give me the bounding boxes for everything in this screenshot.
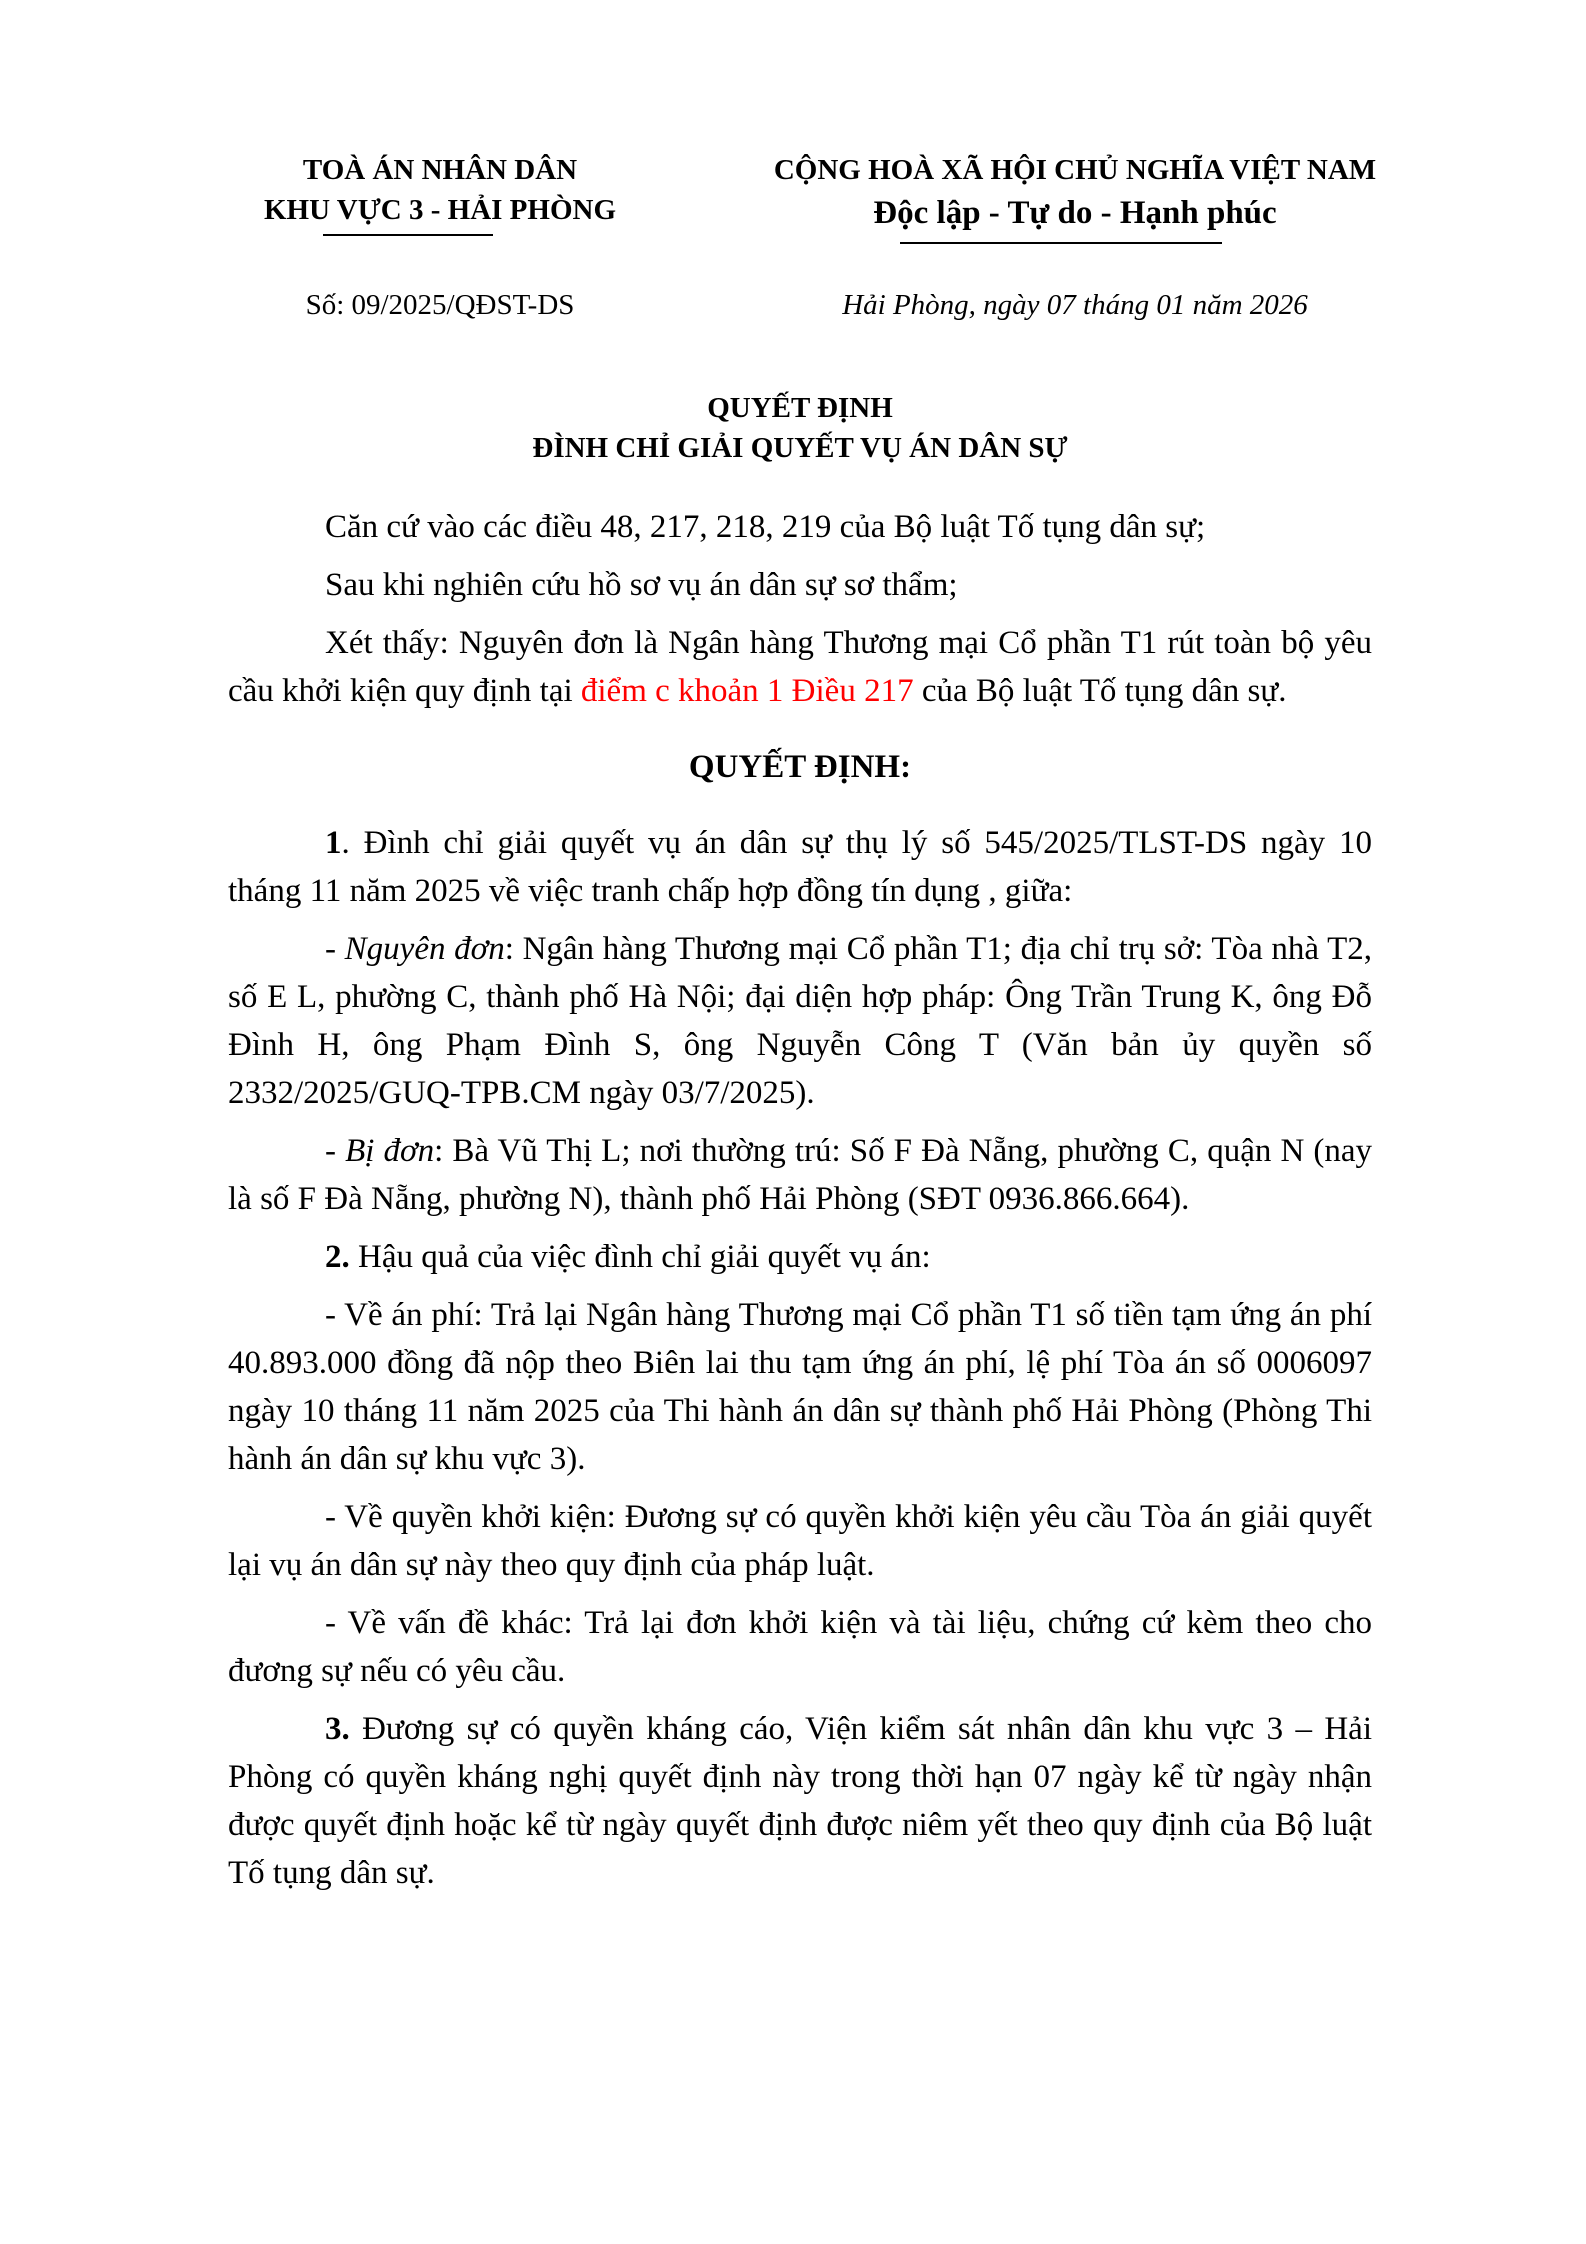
section-1-text: . Đình chỉ giải quyết vụ án dân sự thụ lý số 545/2025/TLST-DS ngày 10 tháng 11 năm 2025 về việc tranh chấp hợp đồng tín dụng , giữa: (228, 825, 1372, 909)
finding-paragraph (228, 619, 1372, 715)
court-region: KHU VỰC 3 - HẢI PHÒNG (263, 194, 617, 226)
document-title (200, 388, 1400, 468)
section-1 (228, 819, 1372, 915)
document-body (228, 503, 1372, 1907)
court-underline (323, 234, 493, 236)
section-3-text: Đương sự có quyền kháng cáo, Viện kiểm sát nhân dân khu vực 3 – Hải Phòng có quyền kháng nghị quyết định này trong thời hạn 07 ngày kể từ ngày nhận được quyết định hoặc kể từ ngày quyết định được niêm yết theo quy định của Bộ luật Tố tụng dân sự. (228, 1711, 1372, 1891)
republic-name: CỘNG HOÀ XÃ HỘI CHỦ NGHĨA VIỆT NAM (773, 154, 1377, 186)
right-to-sue-paragraph: - Về quyền khởi kiện: Đương sự có quyền khởi kiện yêu cầu Tòa án giải quyết lại vụ án dân sự này theo quy định của pháp luật. (228, 1499, 1372, 1583)
review-statement: Sau khi nghiên cứu hồ sơ vụ án dân sự sơ thẩm; (325, 567, 958, 603)
defendant-label: Bị đơn (345, 1133, 435, 1169)
section-3-number: 3. (325, 1711, 350, 1747)
fees-paragraph: - Về án phí: Trả lại Ngân hàng Thương mại Cổ phần T1 số tiền tạm ứng án phí 40.893.000 đồng đã nộp theo Biên lai thu tạm ứng án phí, lệ phí Tòa án số 0006097 ngày 10 tháng 11 năm 2025 của Thi hành án dân sự thành phố Hải Phòng (Phòng Thi hành án dân sự khu vực 3). (228, 1297, 1372, 1477)
defendant-details: : Bà Vũ Thị L; nơi thường trú: Số F Đà Nẵng, phường C, quận N (nay là số F Đà Nẵng, phường N), thành phố Hải Phòng (SĐT 0936.866.664). (228, 1133, 1372, 1217)
section-2 (228, 1233, 1372, 1281)
document-number: Số: 09/2025/QĐST-DS (305, 289, 575, 321)
title-line-1: QUYẾT ĐỊNH (707, 392, 893, 424)
plaintiff-details: : Ngân hàng Thương mại Cổ phần T1; địa chỉ trụ sở: Tòa nhà T2, số E L, phường C, thành phố Hà Nội; đại diện hợp pháp: Ông Trần Trung K, ông Đỗ Đình H, ông Phạm Đình S, ông Nguyễn Công T (Văn bản ủy quyền số 2332/2025/GUQ-TPB.CM ngày 03/7/2025). (228, 931, 1372, 1111)
section-1-number: 1 (325, 825, 342, 861)
section-3 (228, 1705, 1372, 1897)
section-2-text: Hậu quả của việc đình chỉ giải quyết vụ án: (349, 1239, 931, 1275)
finding-text: Xét thấy: Nguyên đơn là Ngân hàng Thương mại Cổ phần T1 rút toàn bộ yêu cầu khởi kiện quy định tại (228, 625, 1372, 709)
national-header (700, 150, 1450, 236)
court-name: TOÀ ÁN NHÂN DÂN (302, 154, 578, 186)
court-header (220, 150, 660, 230)
defendant-paragraph: - Bị đơn: Bà Vũ Thị L; nơi thường trú: Số F Đà Nẵng, phường C, quận N (nay là số F Đà Nẵng, phường N), thành phố Hải Phòng (SĐT 0936.866.664). (228, 1133, 1372, 1217)
plaintiff-paragraph: - Nguyên đơn: Ngân hàng Thương mại Cổ phần T1; địa chỉ trụ sở: Tòa nhà T2, số E L, phường C, thành phố Hà Nội; đại diện hợp pháp: Ông Trần Trung K, ông Đỗ Đình H, ông Phạm Đình S, ông Nguyễn Công T (Văn bản ủy quyền số 2332/2025/GUQ-TPB.CM ngày 03/7/2025). (228, 931, 1372, 1111)
motto-underline (900, 242, 1222, 244)
section-2-number: 2. (325, 1239, 350, 1275)
national-motto: Độc lập - Tự do - Hạnh phúc (873, 195, 1277, 231)
legal-reference-highlight: điểm c khoản 1 Điều 217 (580, 673, 914, 709)
finding-text-end: của Bộ luật Tố tụng dân sự. (913, 673, 1287, 709)
other-matters-paragraph: - Về vấn đề khác: Trả lại đơn khởi kiện và tài liệu, chứng cứ kèm theo cho đương sự nếu có yêu cầu. (228, 1605, 1372, 1689)
title-line-2: ĐÌNH CHỈ GIẢI QUYẾT VỤ ÁN DÂN SỰ (532, 432, 1068, 464)
plaintiff-label: Nguyên đơn (344, 931, 505, 967)
place-date: Hải Phòng, ngày 07 tháng 01 năm 2026 (842, 289, 1308, 321)
legal-basis: Căn cứ vào các điều 48, 217, 218, 219 của Bộ luật Tố tụng dân sự; (325, 509, 1206, 545)
decision-heading: QUYẾT ĐỊNH: (688, 749, 912, 785)
